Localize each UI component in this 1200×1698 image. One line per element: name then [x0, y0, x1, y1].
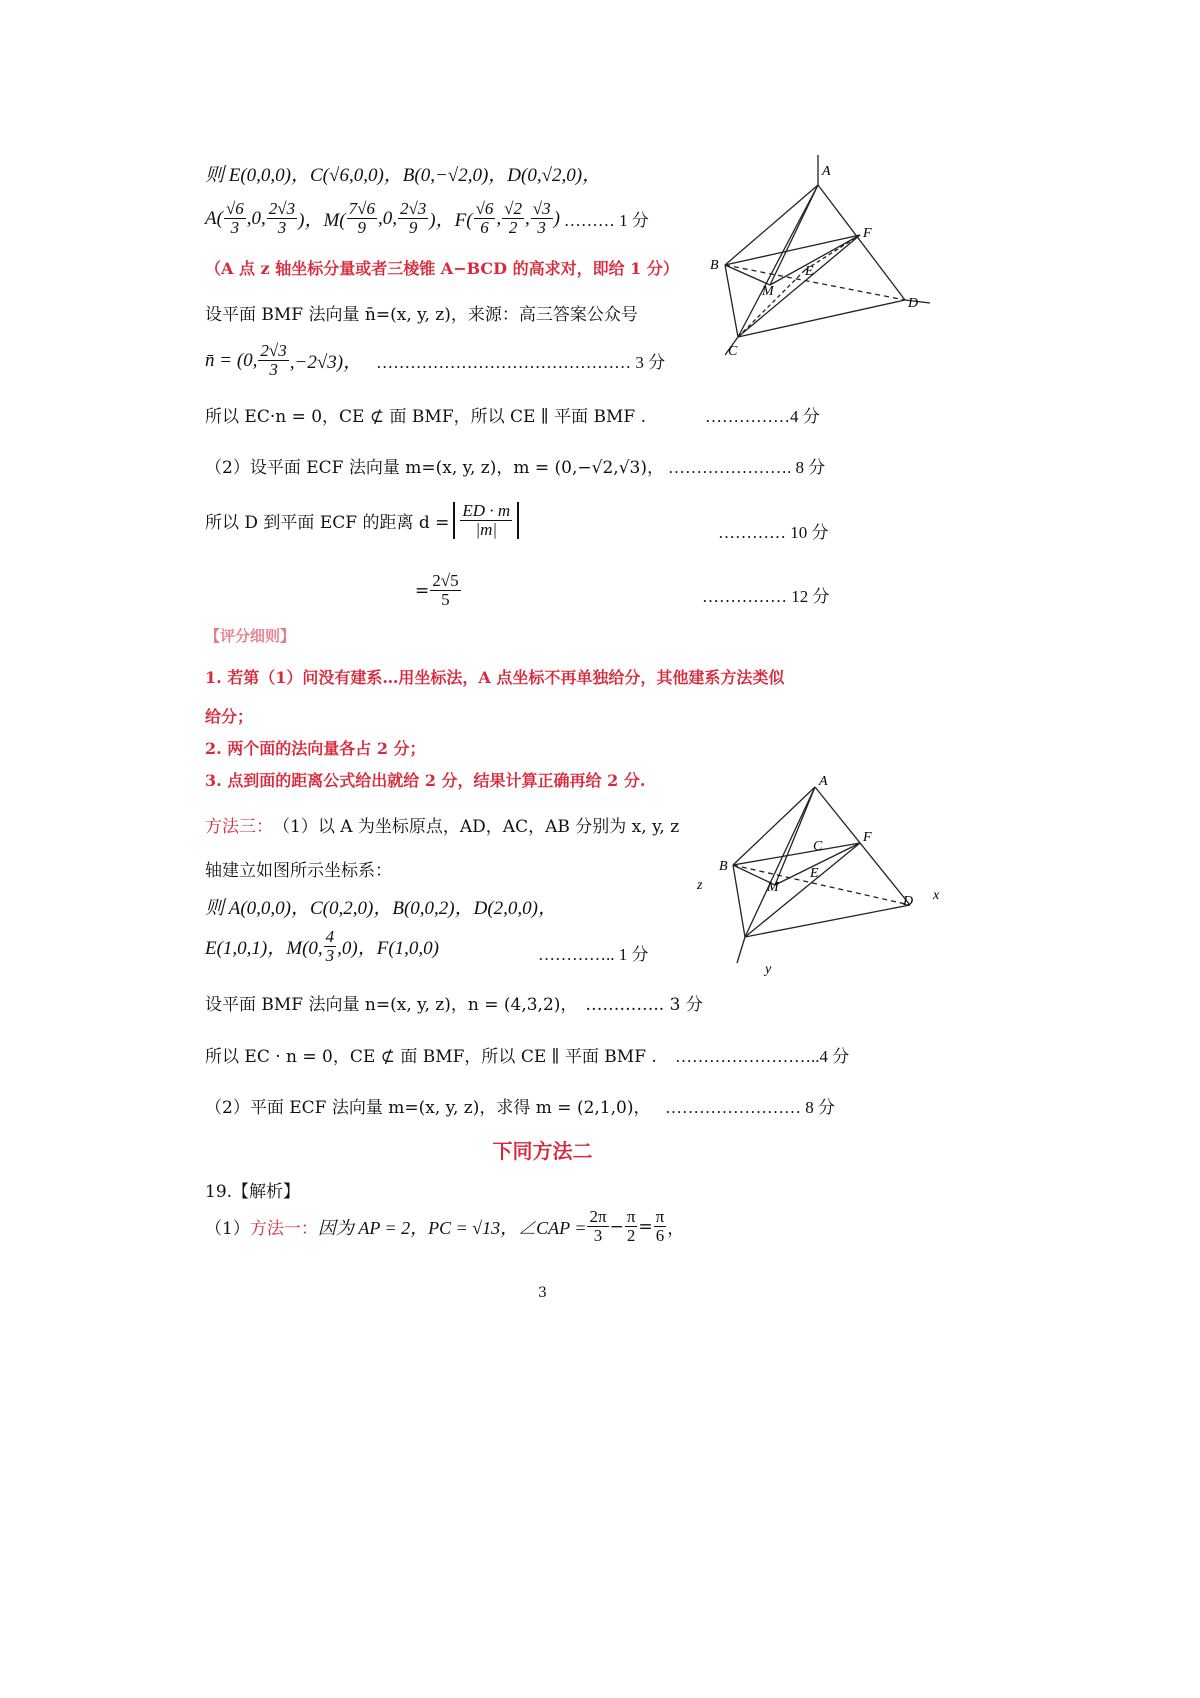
denominator: 3 — [325, 946, 335, 965]
fraction — [324, 928, 337, 965]
method3-line-3: 则 A(0,0,0)，C(0,2,0)，B(0,0,2)，D(2,0,0)， — [205, 898, 557, 919]
text: )，F( — [429, 210, 473, 231]
method3-line-6: 所以 EC · n = 0，CE ⊄ 面 BMF，所以 CE ∥ 平面 BMF . — [205, 1047, 657, 1067]
label-E: E — [805, 264, 814, 279]
score-mark: ……………………..4 分 — [675, 1047, 850, 1066]
label-D: D — [903, 894, 914, 909]
fraction — [347, 200, 377, 237]
fraction — [474, 200, 496, 237]
text: ,0)，F(1,0,0) — [337, 938, 440, 959]
page-number: 3 — [538, 1285, 547, 1301]
numerator: √2 — [504, 199, 522, 218]
score-mark: ……………………………………… 3 分 — [376, 353, 666, 372]
text: ) — [553, 207, 560, 229]
fraction — [398, 200, 428, 237]
distance-formula — [205, 502, 519, 539]
text: ， — [667, 1219, 685, 1239]
parallel-conclusion: 所以 EC·n = 0，CE ⊄ 面 BMF，所以 CE ∥ 平面 BMF . — [205, 407, 646, 427]
text: ,0, — [246, 207, 266, 229]
score-mark: ……… 1 分 — [563, 211, 649, 230]
method3-line-2: 轴建立如图所示坐标系： — [205, 861, 392, 881]
text: E(1,0,1)，M(0, — [205, 938, 323, 959]
label-x: x — [933, 888, 940, 903]
label-z: z — [697, 878, 703, 893]
label-F: F — [863, 830, 872, 845]
numerator: ED · m — [462, 501, 511, 520]
distance-result — [415, 572, 462, 609]
fraction — [224, 200, 246, 237]
label-C: C — [728, 344, 738, 359]
tetrahedron-figure-2 — [695, 775, 945, 980]
label-B: B — [719, 859, 728, 874]
score-mark: ………….. 1 分 — [538, 945, 649, 964]
numerator: 2√3 — [260, 341, 287, 360]
denominator: 5 — [441, 590, 450, 609]
grading-item: 2. 两个面的法向量各占 2 分； — [205, 739, 426, 758]
fraction — [625, 1208, 638, 1245]
grading-item: 给分； — [205, 707, 254, 726]
coordinates-line-1: 则 E(0,0,0)，C(√6,0,0)，B(0,−√2,0)，D(0,√2,0)， — [205, 165, 602, 186]
fraction — [258, 342, 288, 379]
denominator: 6 — [655, 1226, 665, 1245]
denominator: |m| — [475, 520, 498, 539]
label-A: A — [822, 164, 831, 179]
score-mark: ………….. 3 分 — [585, 995, 703, 1015]
text: )，M( — [298, 210, 346, 231]
text: 设平面 BMF 法向量 n=(x, y, z)，n = (4,3,2)， — [205, 995, 578, 1015]
q19-line-1 — [205, 1208, 684, 1245]
text: ,0, — [377, 207, 397, 229]
numerator: 7√6 — [348, 199, 375, 218]
method3-line-7: （2）平面 ECF 法向量 m=(x, y, z)，求得 m = (2,1,0)， — [205, 1098, 651, 1118]
grading-item: 3. 点到面的距离公式给出就给 2 分，结果计算正确再给 2 分. — [205, 771, 646, 790]
method3-line-5 — [205, 990, 703, 1015]
score-mark: …………………. 8 分 — [668, 458, 826, 477]
text: ,−2√3)， — [289, 352, 363, 373]
fraction — [531, 200, 553, 237]
text: 所以 D 到平面 ECF 的距离 d = — [205, 513, 450, 533]
same-as-method2: 下同方法二 — [492, 1139, 593, 1163]
denominator: 2 — [626, 1226, 636, 1245]
text: （1） — [205, 1219, 250, 1239]
numerator: π — [655, 1207, 665, 1226]
label-C: C — [813, 839, 823, 854]
label-F: F — [863, 226, 872, 241]
denominator: 6 — [480, 218, 489, 237]
denominator: 9 — [357, 218, 367, 237]
text: = — [638, 1216, 653, 1237]
abs-value — [453, 502, 519, 539]
score-mark: ………… 10 分 — [718, 523, 829, 542]
denominator: 3 — [230, 218, 240, 237]
numerator: √6 — [475, 199, 494, 218]
method-label: 方法三： — [205, 817, 273, 837]
tetrahedron-figure-1 — [700, 145, 940, 365]
score-mark: …………… 12 分 — [702, 587, 830, 606]
normal-vector-line: 设平面 BMF 法向量 n̄=(x, y, z)，来源：高三答案公众号 — [205, 305, 638, 325]
denominator: 9 — [408, 218, 418, 237]
text: 因为 AP = 2，PC = √13，∠CAP = — [317, 1217, 587, 1238]
grading-heading: 【评分细则】 — [205, 627, 296, 645]
fraction — [502, 200, 524, 237]
normal-vector-result — [205, 342, 665, 379]
label-E: E — [810, 866, 819, 881]
red-note: （A 点 z 轴坐标分量或者三棱锥 A−BCD 的高求对，即给 1 分） — [205, 259, 679, 278]
coordinates-line-2: A( $\frac{√6}{3}$ ,0, $\frac{2√3}{3}$ )，M( $\frac{7√6}{9}$ ,0, $\frac{2√3}{9}$ )，F( $\frac{√6}{6}$ , $\frac{√2}{2}$ , $\frac{√3}{3}$ ) ……… 1 分 — [205, 199, 649, 237]
numerator: √3 — [532, 199, 551, 218]
label-A: A — [819, 775, 828, 789]
numerator: 2√3 — [268, 199, 296, 218]
text: − — [609, 1216, 624, 1237]
score-mark: …………………… 8 分 — [665, 1098, 835, 1117]
grading-item: 1. 若第（1）问没有建系…用坐标法，A 点坐标不再单独给分，其他建系方法类似 — [205, 668, 785, 687]
text: A( — [205, 207, 223, 229]
label-D: D — [908, 296, 919, 311]
numerator: π — [626, 1207, 636, 1226]
part2-normal-vector: （2）设平面 ECF 法向量 m=(x, y, z)，m = (0,−√2,√3)， — [205, 458, 664, 478]
label-M: M — [762, 284, 774, 299]
q19-heading: 19.【解析】 — [205, 1182, 301, 1202]
fraction — [430, 572, 460, 609]
label-B: B — [710, 258, 719, 273]
label-y: y — [765, 962, 772, 977]
denominator: 3 — [269, 360, 278, 379]
label-M: M — [767, 880, 779, 895]
score-mark: ……………4 分 — [705, 407, 820, 426]
text: = — [415, 580, 430, 601]
text: （1）以 A 为坐标原点，AD，AC，AB 分别为 x, y, z — [273, 817, 680, 837]
method-label: 方法一： — [249, 1219, 318, 1239]
numerator: 4 — [325, 927, 335, 946]
numerator: 2π — [589, 1207, 607, 1226]
denominator: 3 — [277, 218, 287, 237]
numerator: 2√3 — [399, 199, 427, 218]
fraction — [460, 502, 512, 539]
text: n̄ = (0, — [205, 349, 258, 371]
denominator: 3 — [593, 1226, 603, 1245]
method3-line-1 — [205, 812, 679, 837]
numerator: √6 — [225, 199, 244, 218]
denominator: 3 — [537, 218, 546, 237]
method3-line-4 — [205, 928, 439, 965]
fraction — [587, 1208, 608, 1245]
fraction — [267, 200, 297, 237]
fraction — [654, 1208, 667, 1245]
numerator: 2√5 — [432, 571, 459, 590]
denominator: 2 — [508, 218, 518, 237]
